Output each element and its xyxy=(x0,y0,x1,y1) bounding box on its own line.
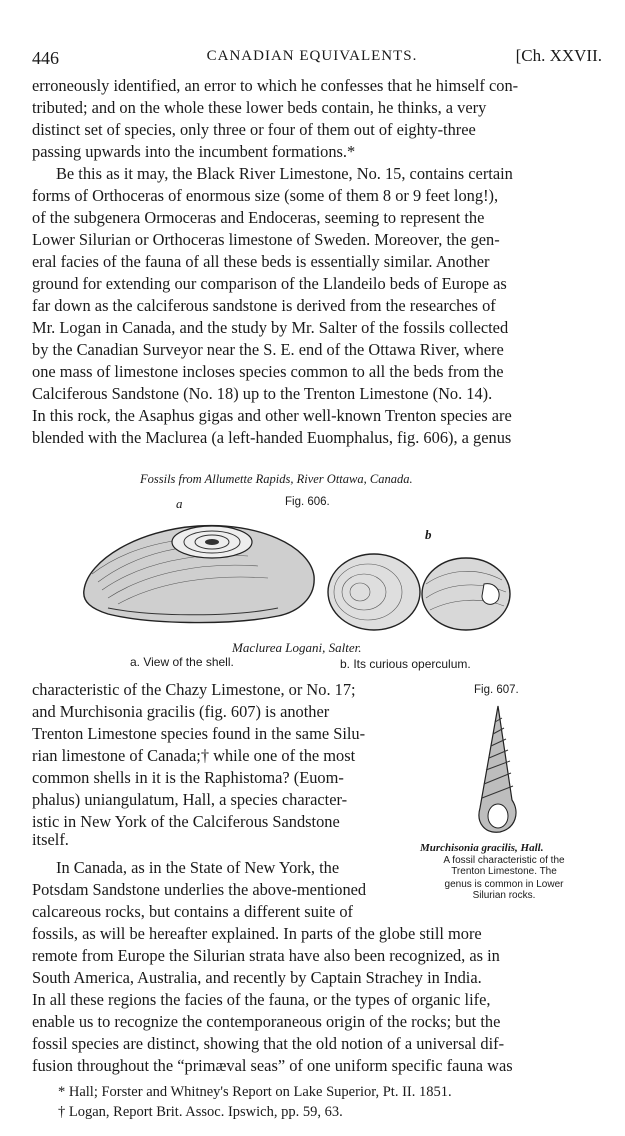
figure-606-species-caption: Maclurea Logani, Salter. xyxy=(232,640,362,655)
chapter-label: [Ch. XXVII. xyxy=(515,46,602,65)
text-line: forms of Orthoceras of enormous size (some of them 8 or 9 feet long!), xyxy=(32,186,499,205)
figure-607-number: Fig. 607. xyxy=(474,684,519,696)
maclurea-shell-illustration xyxy=(78,512,318,632)
murchisonia-shell-illustration xyxy=(468,704,528,836)
footnote: * Hall; Forster and Whitney's Report on Lake Superior, Pt. II. 1851. xyxy=(58,1084,452,1100)
figure-606-label-b: b xyxy=(425,527,432,542)
text-line: fossils, as will be hereafter explained. In parts of the globe still more xyxy=(32,924,482,943)
maclurea-operculum-illustration xyxy=(326,548,512,634)
text-line: passing upwards into the incumbent formations.* xyxy=(32,142,356,161)
text-line: characteristic of the Chazy Limestone, or No. 17; xyxy=(32,680,356,699)
figure-606-source-caption: Fossils from Allumette Rapids, River Ottawa, Canada. xyxy=(140,472,413,486)
text-line: Trenton Limestone species found in the same Silu- xyxy=(32,724,366,743)
text-line: phalus) uniangulatum, Hall, a species character- xyxy=(32,790,348,809)
text-line: fossil species are distinct, showing that the old notion of a universal dif- xyxy=(32,1034,505,1053)
text-line: In all these regions the facies of the fauna, or the types of organic life, xyxy=(32,990,491,1009)
figure-607-species-caption: Murchisonia gracilis, Hall. xyxy=(420,842,544,854)
text-line: In this rock, the Asaphus gigas and other well-known Trenton species are xyxy=(32,406,512,425)
text-line: one mass of limestone incloses species common to all the beds from the xyxy=(32,362,504,381)
text-line: ground for extending our comparison of the Llandeilo beds of Europe as xyxy=(32,274,507,293)
figure-607-caption-line: Silurian rocks. xyxy=(472,890,536,901)
text-line: of the subgenera Ormoceras and Endoceras, seeming to represent the xyxy=(32,208,485,227)
text-line: common shells in it is the Raphistoma? (Euom- xyxy=(32,768,344,787)
text-line: far down as the calciferous sandstone is derived from the researches of xyxy=(32,296,496,315)
running-header xyxy=(32,44,602,70)
figure-606-caption-b: b. Its curious operculum. xyxy=(340,657,471,671)
page-number: 446 xyxy=(32,48,59,68)
text-line: enable us to recognize the contemporaneous origin of the rocks; but the xyxy=(32,1012,501,1031)
text-line: blended with the Maclurea (a left-handed Euomphalus, fig. 606), a genus xyxy=(32,428,512,447)
text-line: eral facies of the fauna of all these beds is essentially similar. Another xyxy=(32,252,490,271)
text-line: Mr. Logan in Canada, and the study by Mr. Salter of the fossils collected xyxy=(32,318,509,337)
figure-606-number: Fig. 606. xyxy=(285,496,330,508)
text-line: Potsdam Sandstone underlies the above-mentioned xyxy=(32,880,367,899)
figure-606-label-a: a xyxy=(176,496,183,511)
text-line: rian limestone of Canada;† while one of the most xyxy=(32,746,356,765)
text-line: remote from Europe the Silurian strata have also been recognized, as in xyxy=(32,946,500,965)
text-line: by the Canadian Surveyor near the S. E. end of the Ottawa River, where xyxy=(32,340,504,359)
text-line: itself. xyxy=(32,830,69,849)
text-line: tributed; and on the whole these lower beds contain, he thinks, a very xyxy=(32,98,487,117)
text-line: calcareous rocks, but contains a different suite of xyxy=(32,902,354,921)
footnote: † Logan, Report Brit. Assoc. Ipswich, pp. 59, 63. xyxy=(58,1104,343,1120)
figure-606-caption-a: a. View of the shell. xyxy=(130,655,234,669)
text-line: distinct set of species, only three or four of them out of eighty-three xyxy=(32,120,476,139)
text-line: In Canada, as in the State of New York, the xyxy=(56,858,340,877)
figure-607-caption-line: A fossil characteristic of the xyxy=(443,855,565,866)
figure-607-caption-line: genus is common in Lower xyxy=(444,879,564,890)
running-title: CANADIAN EQUIVALENTS. xyxy=(206,48,418,64)
text-line: Be this as it may, the Black River Limestone, No. 15, contains certain xyxy=(56,164,513,183)
text-line: istic in New York of the Calciferous Sandstone xyxy=(32,812,340,831)
figure-607-caption-line: Trenton Limestone. The xyxy=(451,866,557,877)
text-line: erroneously identified, an error to which he confesses that he himself con- xyxy=(32,76,519,95)
text-line: and Murchisonia gracilis (fig. 607) is another xyxy=(32,702,330,721)
text-line: Lower Silurian or Orthoceras limestone of Sweden. Moreover, the gen- xyxy=(32,230,500,249)
text-line: fusion throughout the “primæval seas” of one uniform specific fauna was xyxy=(32,1056,513,1075)
text-line: Calciferous Sandstone (No. 18) up to the Trenton Limestone (No. 14). xyxy=(32,384,493,403)
text-line: South America, Australia, and recently by Captain Strachey in India. xyxy=(32,968,482,987)
